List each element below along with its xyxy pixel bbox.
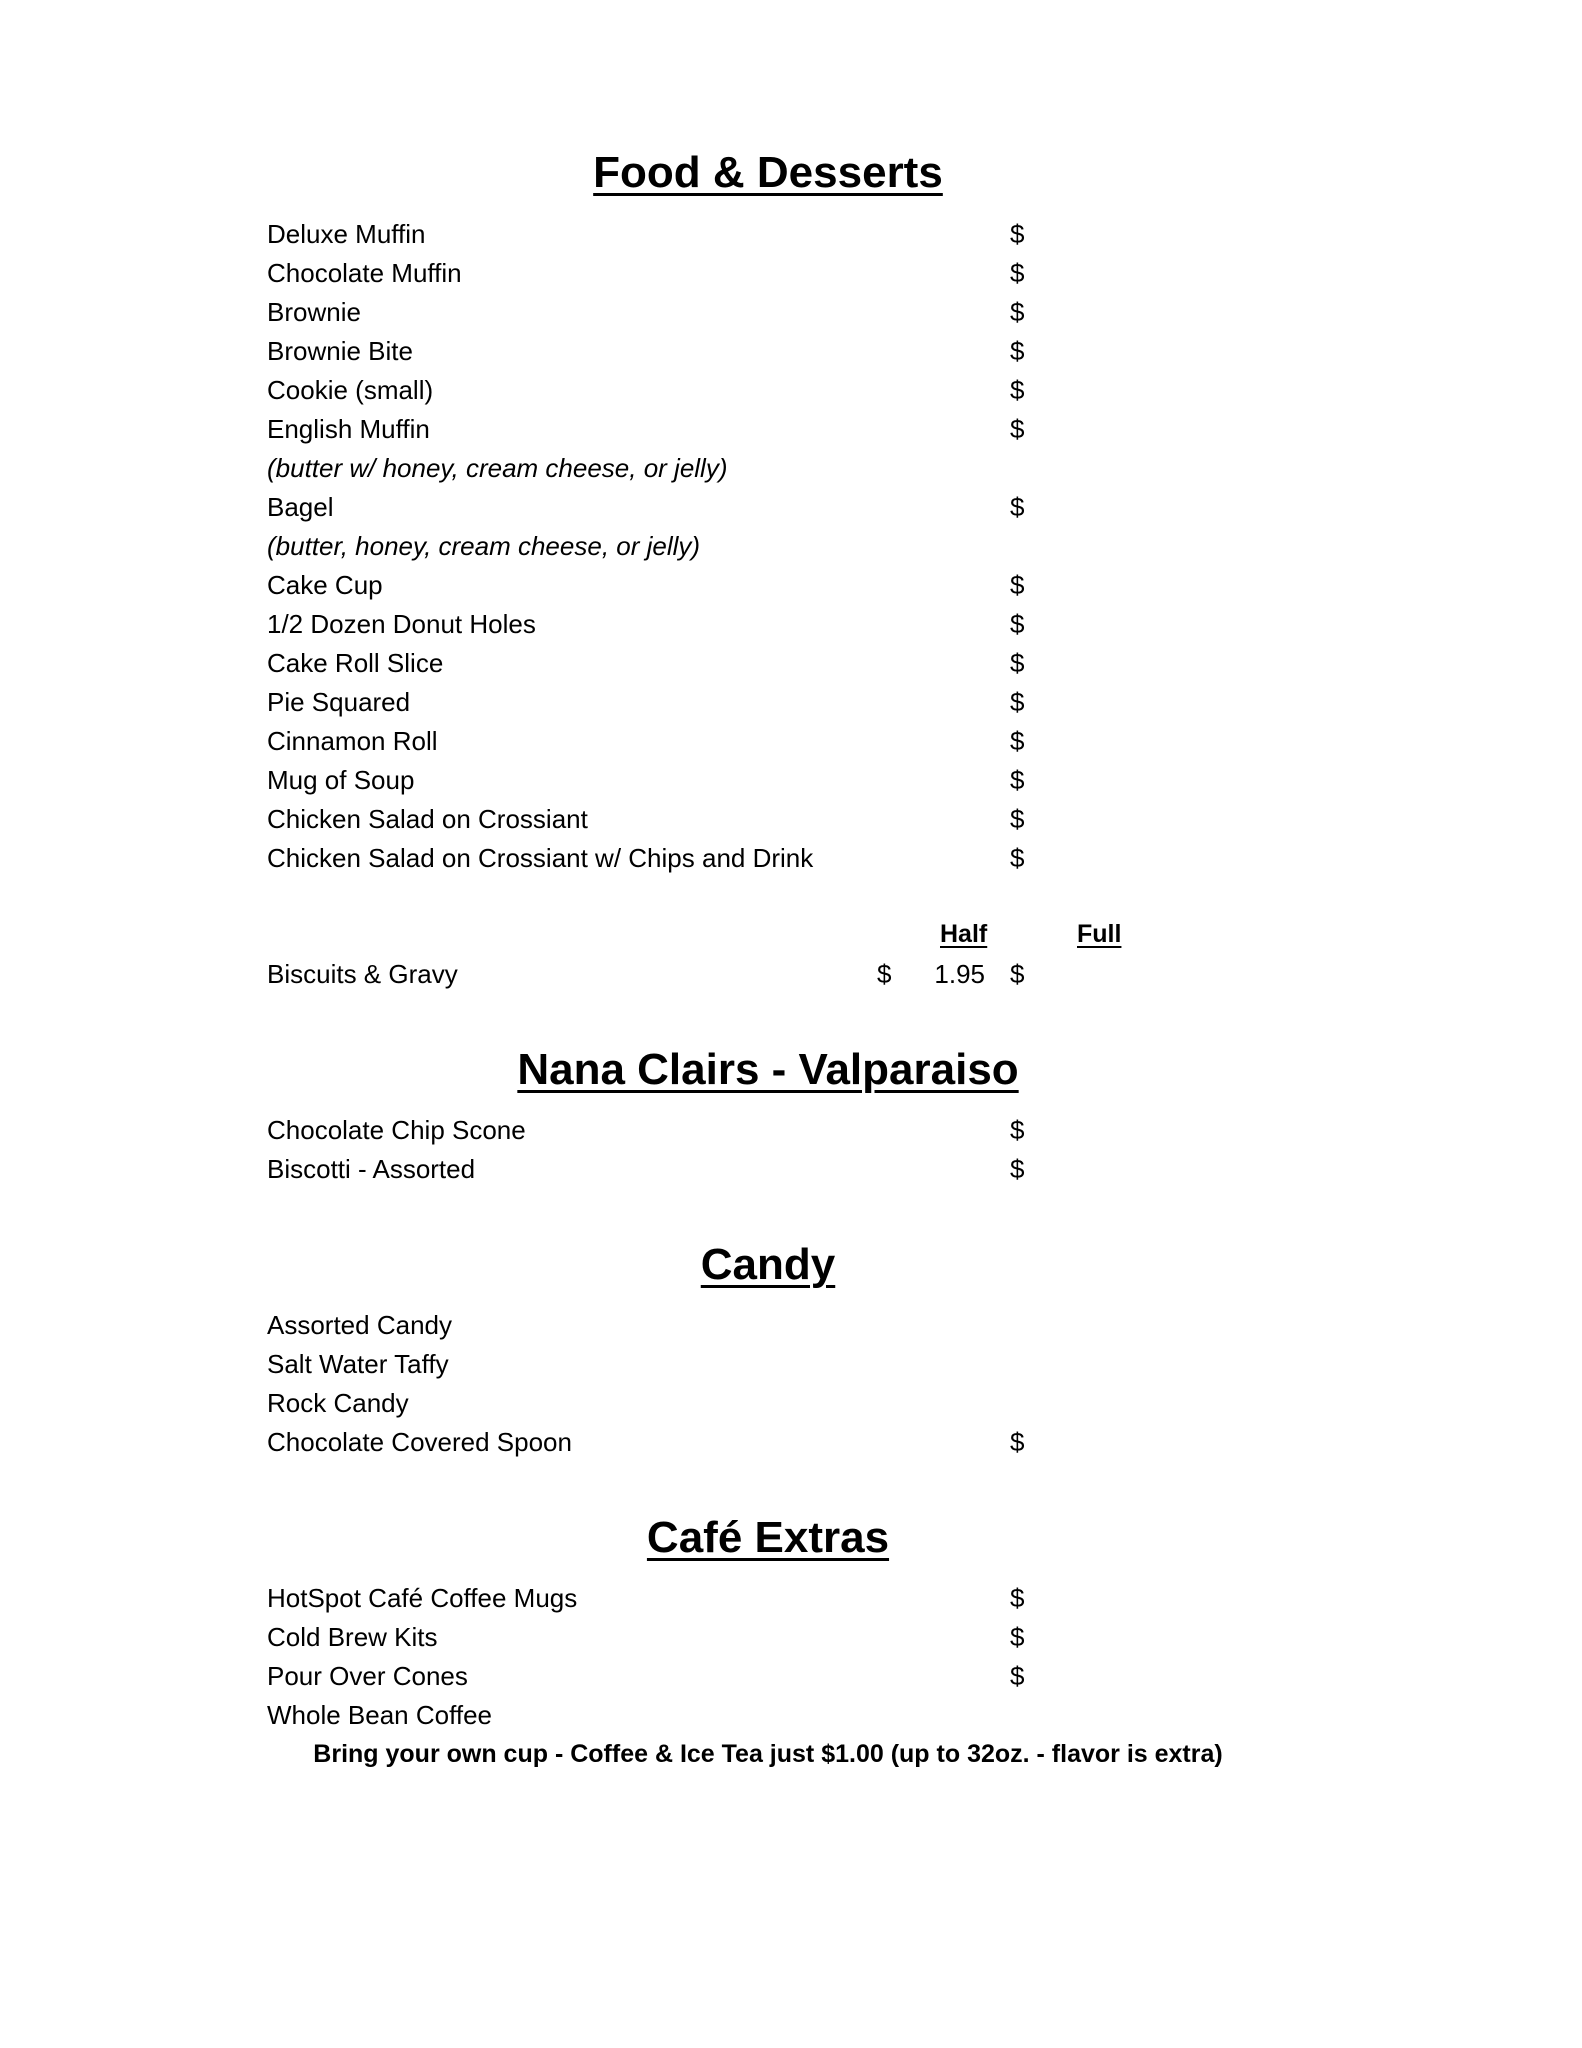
item-name: Chicken Salad on Crossiant w/ Chips and Drink [267, 843, 814, 873]
currency-symbol: $ [1010, 609, 1025, 639]
currency-symbol: $ [1010, 219, 1025, 249]
item-name: Whole Bean Coffee [267, 1700, 492, 1730]
currency-symbol: $ [1010, 726, 1025, 756]
column-header-full: Full [1077, 920, 1122, 948]
item-name: Cold Brew Kits [267, 1622, 438, 1652]
item-name: Cake Roll Slice [267, 648, 444, 678]
column-header-half: Half [940, 920, 988, 948]
currency-symbol: $ [1010, 1583, 1025, 1613]
item-name: Chocolate Chip Scone [267, 1115, 526, 1145]
heading-candy: Candy [700, 1240, 836, 1289]
currency-symbol: $ [1010, 258, 1025, 288]
currency-symbol: $ [1010, 375, 1025, 405]
item-name: Salt Water Taffy [267, 1349, 449, 1379]
half-price: 1.95 [934, 959, 985, 989]
item-note: (butter w/ honey, cream cheese, or jelly) [267, 453, 728, 483]
currency-symbol: $ [1010, 414, 1025, 444]
item-name: Brownie [267, 297, 361, 327]
currency-symbol: $ [1010, 1115, 1025, 1145]
item-name: Pour Over Cones [267, 1661, 468, 1691]
currency-symbol: $ [1010, 1661, 1025, 1691]
item-note: (butter, honey, cream cheese, or jelly) [267, 531, 701, 561]
item-name: Biscuits & Gravy [267, 959, 458, 989]
currency-symbol: $ [1010, 336, 1025, 366]
item-name: Biscotti - Assorted [267, 1154, 476, 1184]
currency-symbol: $ [1010, 843, 1025, 873]
item-name: Bagel [267, 492, 334, 522]
currency-symbol: $ [1010, 1427, 1025, 1457]
item-name: Deluxe Muffin [267, 219, 426, 249]
item-name: Chocolate Covered Spoon [267, 1427, 572, 1457]
currency-symbol: $ [1010, 959, 1025, 989]
currency-symbol: $ [1010, 492, 1025, 522]
item-name: Cake Cup [267, 570, 383, 600]
heading-nana-clairs: Nana Clairs - Valparaiso [517, 1045, 1019, 1094]
heading-cafe-extras: Café Extras [646, 1513, 890, 1562]
item-name: Assorted Candy [267, 1310, 452, 1340]
currency-symbol: $ [1010, 297, 1025, 327]
currency-symbol: $ [1010, 570, 1025, 600]
currency-symbol: $ [1010, 1154, 1025, 1184]
item-name: Brownie Bite [267, 336, 413, 366]
item-name: HotSpot Café Coffee Mugs [267, 1583, 578, 1613]
item-name: Cookie (small) [267, 375, 434, 405]
currency-symbol: $ [877, 959, 892, 989]
item-name: Rock Candy [267, 1388, 409, 1418]
item-name: English Muffin [267, 414, 430, 444]
footer-note: Bring your own cup - Coffee & Ice Tea just $1.00 (up to 32oz. - flavor is extra) [313, 1740, 1223, 1768]
item-name: Chocolate Muffin [267, 258, 462, 288]
item-name: Cinnamon Roll [267, 726, 438, 756]
item-name: Mug of Soup [267, 765, 415, 795]
item-name: 1/2 Dozen Donut Holes [267, 609, 536, 639]
currency-symbol: $ [1010, 804, 1025, 834]
item-name: Chicken Salad on Crossiant [267, 804, 588, 834]
currency-symbol: $ [1010, 687, 1025, 717]
currency-symbol: $ [1010, 648, 1025, 678]
item-name: Pie Squared [267, 687, 411, 717]
currency-symbol: $ [1010, 765, 1025, 795]
heading-food-desserts: Food & Desserts [593, 148, 943, 197]
currency-symbol: $ [1010, 1622, 1025, 1652]
